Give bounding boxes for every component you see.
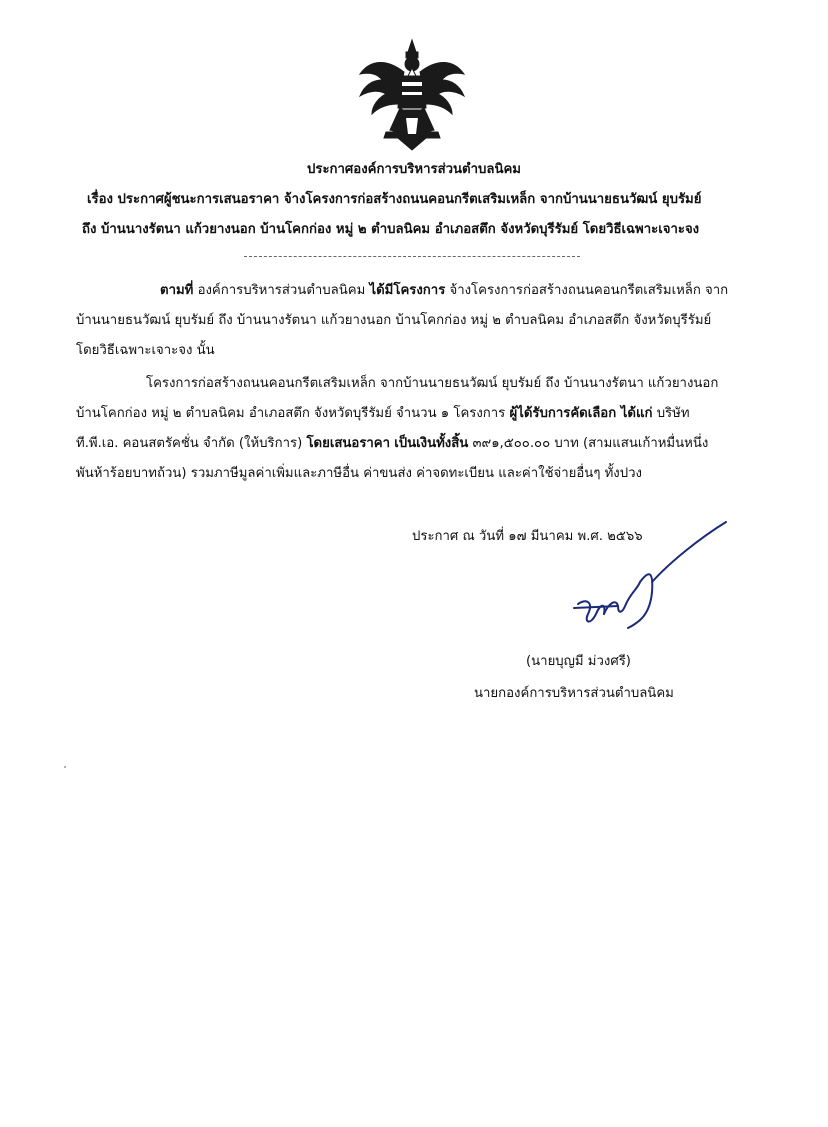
subject-line-1 (87, 190, 701, 210)
paragraph2-line3-a: ที.พี.เอ. คอนสตรัคชั่น จำกัด (ให้บริการ) (76, 436, 303, 451)
paragraph2-line3 (76, 434, 708, 454)
subject-label: เรื่อง (87, 192, 113, 207)
announcement-date: ประกาศ ณ วันที่ ๑๗ มีนาคม พ.ศ. ๒๕๖๖ (412, 529, 643, 544)
paragraph2-line2-a: บ้านโคกก่อง หมู่ ๒ ตำบลนิคม อำเภอสตึก จังหวัดบุรีรัมย์ จำนวน ๑ โครงการ (76, 406, 506, 421)
paragraph2-line2-c: บริษัท (656, 406, 690, 421)
signatory-name: (นายบุญมี ม่วงศรี) (526, 654, 631, 669)
header-divider (244, 256, 580, 257)
document-title: ประกาศองค์การบริหารส่วนตำบลนิคม (306, 162, 521, 177)
paragraph1-line1-bold: ได้มีโครงการ (369, 283, 446, 298)
scan-speck (64, 766, 66, 768)
paragraph2-line2 (76, 404, 690, 424)
garuda-emblem-icon (356, 38, 468, 156)
paragraph2-line3-d: ๓๙๑,๕๐๐.๐๐ บาท (สามแสนเก้าหมื่นหนึ่ง (472, 436, 709, 451)
paragraph1-line2: บ้านนายธนวัฒน์ ยุบรัมย์ ถึง บ้านนางรัตนา แก้วยางนอก บ้านโคกก่อง หมู่ ๒ ตำบลนิคม อำเภอสตึก จังหวัดบุรีรัมย์ (76, 313, 712, 328)
paragraph2-line4: พันห้าร้อยบาทถ้วน) รวมภาษีมูลค่าเพิ่มและภาษีอื่น ค่าขนส่ง ค่าจดทะเบียน และค่าใช้จ่ายอื่นๆ ทั้งปวง (76, 466, 642, 481)
paragraph1-line1-rest: องค์การบริหารส่วนตำบลนิคม (197, 283, 366, 298)
paragraph1-line1-end: จ้างโครงการก่อสร้างถนนคอนกรีตเสริมเหล็ก จาก (449, 283, 729, 298)
paragraph2-line3-c: เป็นเงินทั้งสิ้น (394, 436, 469, 451)
paragraph1-line1 (160, 281, 728, 301)
paragraph1-lead: ตามที่ (160, 283, 194, 298)
paragraph2-line3-b: โดยเสนอราคา (306, 436, 391, 451)
paragraph2-line1: โครงการก่อสร้างถนนคอนกรีตเสริมเหล็ก จากบ้านนายธนวัฒน์ ยุบรัมย์ ถึง บ้านนางรัตนา แก้วยางนอก (146, 376, 719, 391)
subject-line-2: ถึง บ้านนางรัตนา แก้วยางนอก บ้านโคกก่อง หมู่ ๒ ตำบลนิคม อำเภอสตึก จังหวัดบุรีรัมย์ โดยวิธีเฉพาะเจาะจง (82, 222, 700, 237)
handwritten-signature (560, 518, 730, 638)
signatory-position: นายกองค์การบริหารส่วนตำบลนิคม (474, 686, 674, 701)
paragraph1-line3: โดยวิธีเฉพาะเจาะจง นั้น (76, 343, 215, 358)
paragraph2-line2-b: ผู้ได้รับการคัดเลือก ได้แก่ (509, 406, 653, 421)
subject-text-1: ประกาศผู้ชนะการเสนอราคา จ้างโครงการก่อสร้างถนนคอนกรีตเสริมเหล็ก จากบ้านนายธนวัฒน์ ยุบรัมย์ (117, 192, 702, 207)
